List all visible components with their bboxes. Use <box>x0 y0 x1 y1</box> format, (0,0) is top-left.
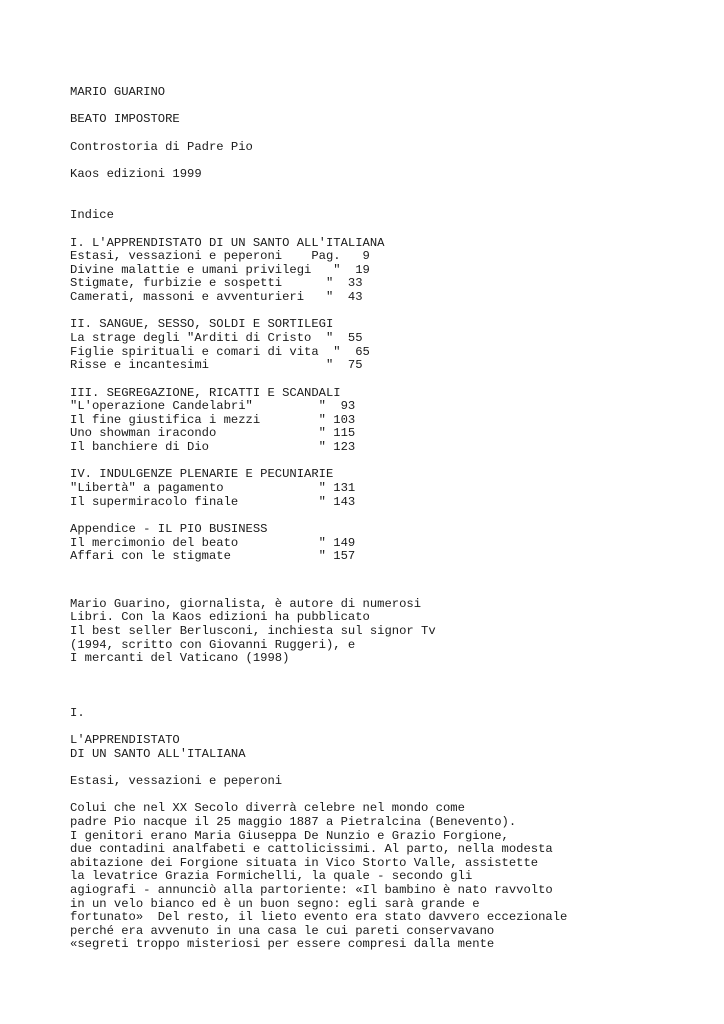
spacer <box>70 373 690 387</box>
publisher-line: Kaos edizioni 1999 <box>70 167 202 182</box>
spacer <box>70 100 690 114</box>
section-title: Estasi, vessazioni e peperoni <box>70 774 283 789</box>
index-chapter <box>70 237 690 305</box>
chapter-title: III. SEGREGAZIONE, RICATTI E SCANDALI <box>70 385 341 400</box>
body-line: padre Pio nacque il 25 maggio 1887 a Pietralcina (Benevento). <box>70 815 517 830</box>
spacer <box>70 509 690 523</box>
index-entry: Il supermiracolo finale " 143 <box>70 494 356 509</box>
body-line: Colui che nel XX Secolo diverrà celebre nel mondo come <box>70 801 465 816</box>
body-line: la levatrice Grazia Formichelli, la quale - secondo gli <box>70 869 473 884</box>
index-entry: La strage degli "Arditi di Cristo " 55 <box>70 331 363 346</box>
index-entry: Divine malattie e umani privilegi " 19 <box>70 262 370 277</box>
document-page <box>70 86 690 952</box>
index-entry: Stigmate, furbizie e sospetti " 33 <box>70 276 363 291</box>
book-title: BEATO IMPOSTORE <box>70 112 180 127</box>
spacer <box>70 305 690 319</box>
index-entry: Uno showman iracondo " 115 <box>70 426 356 441</box>
spacer <box>70 789 690 803</box>
index-chapter <box>70 468 690 509</box>
index-entry: Figlie spirituali e comari di vita " 65 <box>70 344 370 359</box>
body-line: perché era avvenuto in una casa le cui pareti conservavano <box>70 923 495 938</box>
chapter-title: I. L'APPRENDISTATO DI UN SANTO ALL'ITALIANA <box>70 235 385 250</box>
chapter-title: IV. INDULGENZE PLENARIE E PECUNIARIE <box>70 467 334 482</box>
book-subtitle: Controstoria di Padre Pio <box>70 139 253 154</box>
chapter-title: II. SANGUE, SESSO, SOLDI E SORTILEGI <box>70 317 334 332</box>
index-entry: "L'operazione Candelabri" " 93 <box>70 399 356 414</box>
body-line: in un velo bianco ed è un buon segno: egli sarà grande e <box>70 896 480 911</box>
index-chapter <box>70 523 690 564</box>
body-line: agiografi - annunciò alla partoriente: «Il bambino è nato ravvolto <box>70 883 553 898</box>
spacer <box>70 223 690 237</box>
index-chapter <box>70 318 690 372</box>
index-entry: Il fine giustifica i mezzi " 103 <box>70 412 356 427</box>
bio-line: Mario Guarino, giornalista, è autore di numerosi <box>70 596 422 611</box>
index-entry: Il banchiere di Dio " 123 <box>70 439 356 454</box>
spacer <box>70 455 690 469</box>
author-name: MARIO GUARINO <box>70 85 166 99</box>
index-entry: Risse e incantesimi " 75 <box>70 358 363 373</box>
body-line: abitazione dei Forgione situata in Vico Storto Valle, assistette <box>70 855 539 870</box>
index-chapter <box>70 387 690 455</box>
spacer <box>70 127 690 141</box>
index-entry: Affari con le stigmate " 157 <box>70 549 356 564</box>
bio-line: I mercanti del Vaticano (1998) <box>70 651 290 666</box>
body-line: I genitori erano Maria Giuseppa De Nunzio e Grazio Forgione, <box>70 828 509 843</box>
spacer <box>70 564 690 598</box>
bio-line: Libri. Con la Kaos edizioni ha pubblicato <box>70 610 370 625</box>
spacer <box>70 720 690 734</box>
index-entry: Camerati, massoni e avventurieri " 43 <box>70 290 363 305</box>
author-bio <box>70 598 690 666</box>
index-entry: Il mercimonio del beato " 149 <box>70 535 356 550</box>
index-entry: Estasi, vessazioni e peperoni Pag. 9 <box>70 249 370 264</box>
spacer <box>70 154 690 168</box>
body-line: fortunato» Del resto, il lieto evento era stato davvero eccezionale <box>70 910 568 925</box>
spacer <box>70 761 690 775</box>
bio-line: (1994, scritto con Giovanni Ruggeri), e <box>70 637 356 652</box>
spacer <box>70 666 690 707</box>
body-paragraph <box>70 802 690 952</box>
chapter-heading-line: L'APPRENDISTATO <box>70 733 180 748</box>
chapter-title: Appendice - IL PIO BUSINESS <box>70 521 268 536</box>
spacer <box>70 182 690 210</box>
index-heading: Indice <box>70 208 114 223</box>
chapter-heading-line: DI UN SANTO ALL'ITALIANA <box>70 746 246 761</box>
body-line: due contadini analfabeti e cattolicissimi. Al parto, nella modesta <box>70 842 553 857</box>
body-line: «segreti troppo misteriosi per essere compresi dalla mente <box>70 937 495 952</box>
chapter-number: I. <box>70 705 85 720</box>
bio-line: Il best seller Berlusconi, inchiesta sul signor Tv <box>70 623 436 638</box>
index-entry: "Libertà" a pagamento " 131 <box>70 480 356 495</box>
